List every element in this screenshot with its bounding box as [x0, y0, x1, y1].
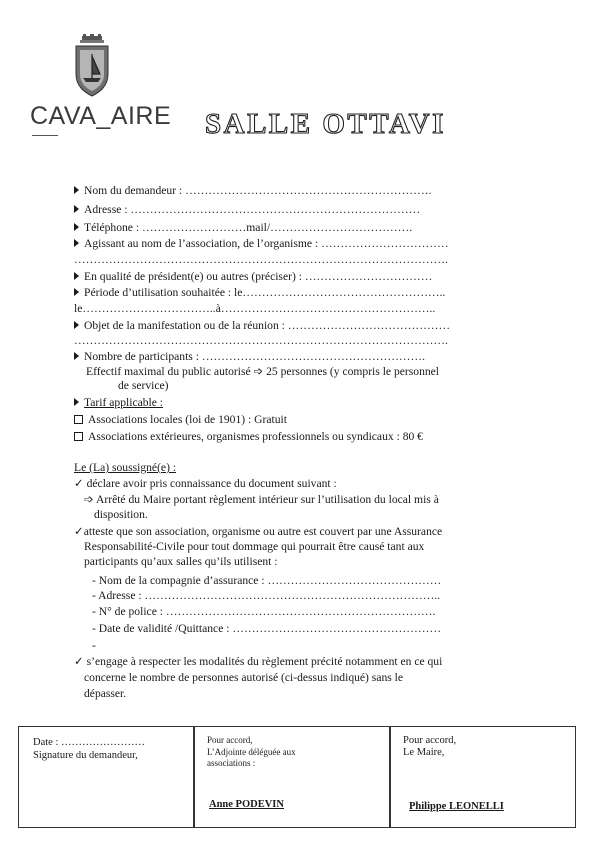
arrete-line-2: disposition.: [94, 508, 148, 521]
adjointe-role-label: L’Adjointe déléguée aux: [207, 747, 296, 757]
bullet-arrow-icon: [74, 398, 79, 406]
validite-line: - Date de validité /Quittance : ………………………………………………: [92, 622, 442, 635]
brand-name: CAVA_AIRE: [30, 102, 172, 130]
form-line-tarif: [74, 396, 163, 410]
bullet-arrow-icon: [74, 352, 79, 360]
adjointe-role-label-cont: associations :: [207, 758, 256, 768]
bullet-arrow-icon: [74, 223, 79, 231]
adjointe-accord-label: Pour accord,: [207, 735, 253, 745]
atteste-line-1: ✓atteste que son association, organisme ou autre est couvert par une Assurance: [74, 525, 443, 538]
page-title: SALLE OTTAVI: [205, 108, 446, 140]
form-line-periode-cont: le……………………………..à………………………………………………..: [74, 302, 436, 315]
assurance-adresse-line: - Adresse : …………………………………………………………………..: [92, 589, 441, 602]
municipal-logo: [30, 34, 172, 144]
assoc-ext-label: Associations extérieures, organismes professionnels ou syndicaux : 80 €: [88, 430, 423, 443]
periode-label: Période d’utilisation souhaitée : le……………………………………………..: [84, 286, 446, 299]
signature-box-adjointe: [194, 726, 390, 828]
option-assoc-ext[interactable]: [74, 430, 423, 444]
maire-accord-label: Pour accord,: [403, 735, 457, 746]
engage-line-1: ✓ s’engage à respecter les modalités du règlement précité notamment en ce qui: [74, 655, 443, 668]
adresse-label: Adresse : …………………………………………………………………: [84, 203, 421, 216]
tarif-heading: Tarif applicable :: [84, 396, 164, 409]
form-line-nom: [74, 184, 431, 198]
agissant-label: Agissant au nom de l’association, de l’organisme : ……………………………: [84, 237, 449, 250]
signature-demandeur-label: Signature du demandeur,: [33, 750, 138, 761]
bullet-arrow-icon: [74, 186, 79, 194]
adjointe-name: Anne PODEVIN: [209, 799, 284, 810]
form-line-adresse: [74, 203, 420, 217]
participants-label: Nombre de participants : ………………………………………………….: [84, 350, 426, 363]
qualite-label: En qualité de président(e) ou autres (préciser) : ……………………………: [84, 270, 433, 283]
bullet-arrow-icon: [74, 288, 79, 296]
form-line-qualite: [74, 270, 432, 284]
option-assoc-locales[interactable]: [74, 413, 287, 427]
form-line-objet: [74, 319, 450, 333]
signature-box-maire: [390, 726, 576, 828]
declaration-heading: Le (La) soussigné(e) :: [74, 461, 177, 474]
engage-line-3: dépasser.: [84, 687, 127, 700]
bullet-arrow-icon: [74, 205, 79, 213]
form-line-periode: [74, 286, 445, 300]
date-field[interactable]: Date : ……………………: [33, 737, 145, 748]
objet-label: Objet de la manifestation ou de la réunion : ……………………………………: [84, 319, 451, 332]
maire-name: Philippe LEONELLI: [409, 801, 504, 812]
effectif-line-2: de service): [118, 379, 169, 392]
checkbox-assoc-ext[interactable]: [74, 432, 83, 441]
assoc-locales-label: Associations locales (loi de 1901) : Gratuit: [88, 413, 287, 426]
form-line-participants: [74, 350, 425, 364]
form-line-telephone: [74, 221, 412, 235]
form-line-agissant-cont: …………………………………………………………………………………….: [74, 253, 448, 266]
maire-role-label: Le Maire,: [403, 747, 445, 758]
effectif-line-1: Effectif maximal du public autorisé ➩ 25 personnes (y compris le personnel: [86, 365, 440, 378]
bullet-arrow-icon: [74, 239, 79, 247]
engage-line-2: concerne le nombre de personnes autorisé (ci-dessus indiqué) sans le: [84, 671, 404, 684]
checkbox-assoc-locales[interactable]: [74, 415, 83, 424]
bullet-arrow-icon: [74, 321, 79, 329]
form-line-objet-cont: …………………………………………………………………………………….: [74, 334, 448, 347]
telephone-label: Téléphone : ………………………mail/……………………………….: [84, 221, 413, 234]
coat-of-arms-icon: [72, 34, 112, 98]
declare-line: ✓ déclare avoir pris connaissance du document suivant :: [74, 477, 337, 490]
bullet-arrow-icon: [74, 272, 79, 280]
nom-label: Nom du demandeur : ……………………………………………………….: [84, 184, 432, 197]
empty-dash-line: -: [92, 639, 96, 652]
arrete-line-1: ➩ Arrêté du Maire portant règlement intérieur sur l’utilisation du local mis à: [84, 493, 439, 506]
police-line: - N° de police : …………………………………………………………….: [92, 605, 436, 618]
compagnie-line: - Nom de la compagnie d’assurance : ………………………………………: [92, 574, 442, 587]
signature-box-demandeur[interactable]: [18, 726, 194, 828]
brand-divider: [32, 135, 58, 136]
atteste-line-2: Responsabilité-Civile pour tout dommage qui pourrait être causé tant aux: [84, 540, 425, 553]
form-line-agissant: [74, 237, 449, 251]
atteste-line-3: participants qu’aux salles qu’ils utilisent :: [84, 555, 278, 568]
